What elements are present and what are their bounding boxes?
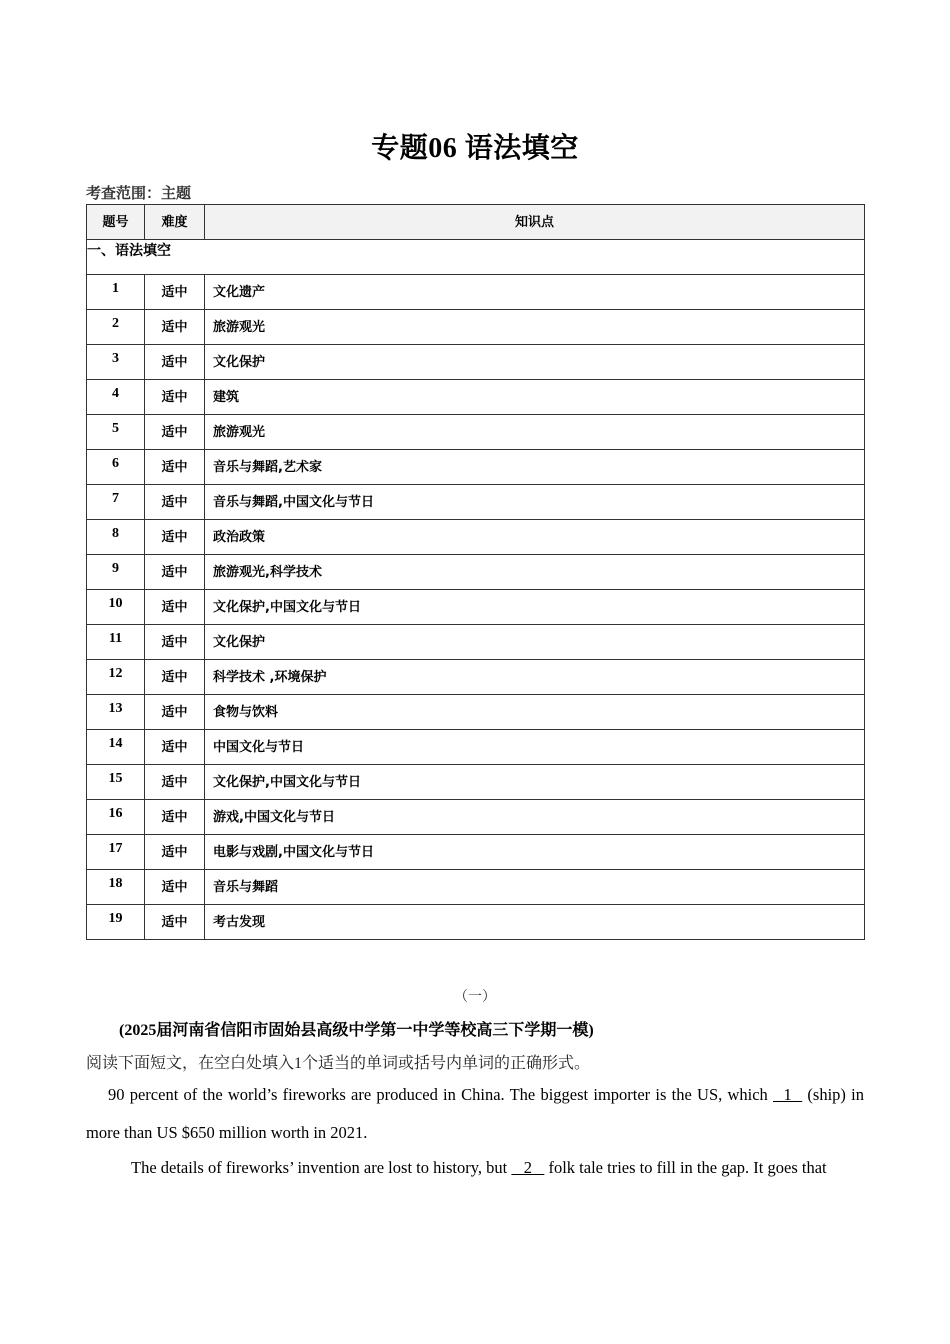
- row-num: 4: [87, 380, 145, 415]
- table-row: [87, 380, 865, 415]
- row-num: 7: [87, 485, 145, 520]
- table-row: [87, 800, 865, 835]
- table-row: [87, 590, 865, 625]
- row-topic: 考古发现: [205, 905, 865, 940]
- section-title: 一、语法填空: [87, 240, 865, 275]
- blank-1: 1: [773, 1085, 803, 1104]
- row-topic: 食物与饮料: [205, 695, 865, 730]
- row-difficulty: 适中: [145, 905, 205, 940]
- row-difficulty: 适中: [145, 345, 205, 380]
- row-topic: 旅游观光,科学技术: [205, 555, 865, 590]
- table-row: [87, 310, 865, 345]
- table-row: [87, 765, 865, 800]
- table-header-row: [87, 205, 865, 240]
- row-topic: 文化保护: [205, 345, 865, 380]
- table-row: [87, 555, 865, 590]
- row-num: 5: [87, 415, 145, 450]
- row-topic: 电影与戏剧,中国文化与节日: [205, 835, 865, 870]
- row-difficulty: 适中: [145, 415, 205, 450]
- row-num: 6: [87, 450, 145, 485]
- header-topic: 知识点: [205, 205, 865, 240]
- row-difficulty: 适中: [145, 380, 205, 415]
- row-difficulty: 适中: [145, 485, 205, 520]
- passage-text: folk tale tries to fill in the gap. It goes that: [544, 1158, 827, 1177]
- row-topic: 文化遗产: [205, 275, 865, 310]
- row-topic: 建筑: [205, 380, 865, 415]
- row-difficulty: 适中: [145, 625, 205, 660]
- passage-paragraph-1: [86, 1076, 864, 1152]
- row-topic: 科学技术 ,环境保护: [205, 660, 865, 695]
- row-topic: 中国文化与节日: [205, 730, 865, 765]
- row-topic: 文化保护,中国文化与节日: [205, 765, 865, 800]
- row-difficulty: 适中: [145, 590, 205, 625]
- table-row: [87, 835, 865, 870]
- table-row: [87, 275, 865, 310]
- row-difficulty: 适中: [145, 555, 205, 590]
- exam-source: (2025届河南省信阳市固始县高级中学第一中学等校高三下学期一模): [119, 1022, 594, 1039]
- passage-text: The details of fireworks’ invention are lost to history, but: [131, 1158, 512, 1177]
- row-difficulty: 适中: [145, 660, 205, 695]
- blank-2: 2: [511, 1158, 545, 1177]
- row-topic: 旅游观光: [205, 310, 865, 345]
- exam-scope-label: 考查范围：主题: [86, 184, 192, 202]
- row-num: 19: [87, 905, 145, 940]
- row-difficulty: 适中: [145, 800, 205, 835]
- row-difficulty: 适中: [145, 310, 205, 345]
- row-num: 18: [87, 870, 145, 905]
- row-topic: 文化保护,中国文化与节日: [205, 590, 865, 625]
- row-topic: 旅游观光: [205, 415, 865, 450]
- row-num: 8: [87, 520, 145, 555]
- table-row: [87, 870, 865, 905]
- passage-text: 90 percent of the world’s fireworks are produced in China. The biggest importer is the US, which: [108, 1085, 774, 1104]
- row-topic: 文化保护: [205, 625, 865, 660]
- row-difficulty: 适中: [145, 275, 205, 310]
- section-row: [87, 240, 865, 275]
- row-difficulty: 适中: [145, 520, 205, 555]
- row-num: 14: [87, 730, 145, 765]
- row-topic: 游戏,中国文化与节日: [205, 800, 865, 835]
- table-row: [87, 520, 865, 555]
- page-title: 专题06 语法填空: [371, 133, 579, 164]
- row-num: 15: [87, 765, 145, 800]
- row-difficulty: 适中: [145, 695, 205, 730]
- row-num: 2: [87, 310, 145, 345]
- row-num: 17: [87, 835, 145, 870]
- table-row: [87, 450, 865, 485]
- row-num: 10: [87, 590, 145, 625]
- table-row: [87, 905, 865, 940]
- row-topic: 音乐与舞蹈: [205, 870, 865, 905]
- topic-table: [86, 204, 865, 940]
- row-difficulty: 适中: [145, 765, 205, 800]
- row-difficulty: 适中: [145, 450, 205, 485]
- table-row: [87, 625, 865, 660]
- table-row: [87, 695, 865, 730]
- row-num: 12: [87, 660, 145, 695]
- passage-text: (ship) in more than US $650 million worth in 2021.: [86, 1085, 864, 1142]
- instruction-text: 阅读下面短文，在空白处填入1个适当的单词或括号内单词的正确形式。: [86, 1055, 591, 1072]
- row-difficulty: 适中: [145, 870, 205, 905]
- row-num: 3: [87, 345, 145, 380]
- row-difficulty: 适中: [145, 730, 205, 765]
- row-topic: 政治政策: [205, 520, 865, 555]
- table-row: [87, 485, 865, 520]
- header-difficulty: 难度: [145, 205, 205, 240]
- table-row: [87, 660, 865, 695]
- row-num: 11: [87, 625, 145, 660]
- row-num: 16: [87, 800, 145, 835]
- row-topic: 音乐与舞蹈,中国文化与节日: [205, 485, 865, 520]
- passage-paragraph-2: [86, 1149, 864, 1187]
- row-num: 13: [87, 695, 145, 730]
- part-label: （一）: [454, 990, 496, 1005]
- table-row: [87, 345, 865, 380]
- row-num: 9: [87, 555, 145, 590]
- row-num: 1: [87, 275, 145, 310]
- row-topic: 音乐与舞蹈,艺术家: [205, 450, 865, 485]
- header-num: 题号: [87, 205, 145, 240]
- row-difficulty: 适中: [145, 835, 205, 870]
- table-row: [87, 730, 865, 765]
- table-row: [87, 415, 865, 450]
